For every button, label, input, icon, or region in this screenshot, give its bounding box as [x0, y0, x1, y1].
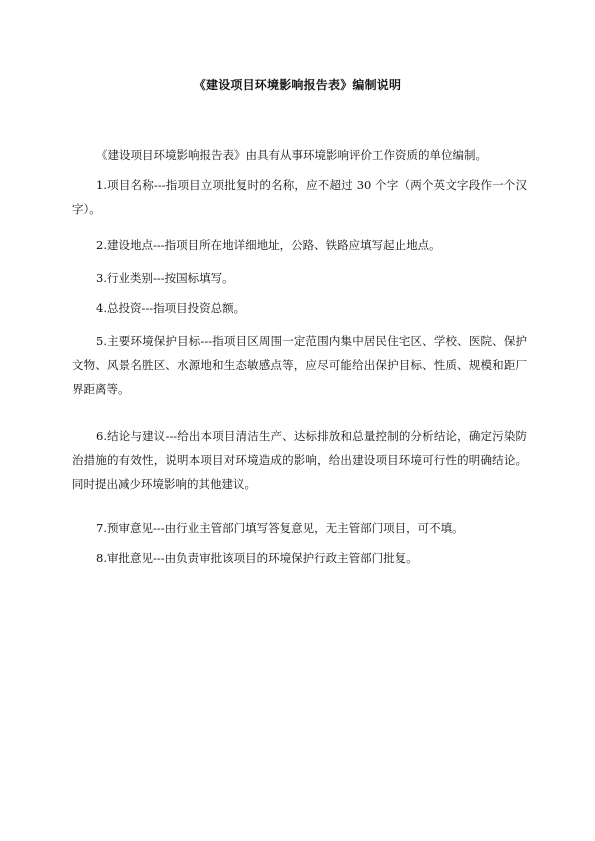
item-conclusions: 6.结论与建议---给出本项目清洁生产、达标排放和总量控制的分析结论，确定污染防治措施的有效性，说明本项目对环境造成的影响，给出建设项目环境可行性的明确结论。同时提出减少环境影响的其他建议。 — [72, 429, 527, 491]
item-preliminary-review: 7.预审意见---由行业主管部门填写答复意见，无主管部门项目，可不填。 — [96, 521, 464, 535]
item-construction-site: 2.建设地点---指项目所在地详细地址，公路、铁路应填写起止地点。 — [96, 238, 441, 252]
intro-paragraph: 《建设项目环境影响报告表》由具有从事环境影响评价工作资质的单位编制。 — [96, 148, 487, 162]
item-total-investment: 4.总投资---指项目投资总额。 — [96, 301, 246, 315]
item-approval-opinion: 8.审批意见---由负责审批该项目的环境保护行政主管部门批复。 — [96, 551, 418, 565]
item-protection-targets: 5.主要环境保护目标---指项目区周围一定范围内集中居民住宅区、学校、医院、保护文物、风景名胜区、水源地和生态敏感点等，应尽可能给出保护目标、性质、规模和距厂界距离等。 — [72, 334, 527, 396]
document-title: 《建设项目环境影响报告表》编制说明 — [193, 78, 402, 92]
item-industry-category: 3.行业类别---按国标填写。 — [96, 271, 234, 285]
item-project-name: 1.项目名称---指项目立项批复时的名称，应不超过 30 个字（两个英文字段作一个汉字）。 — [72, 178, 527, 216]
